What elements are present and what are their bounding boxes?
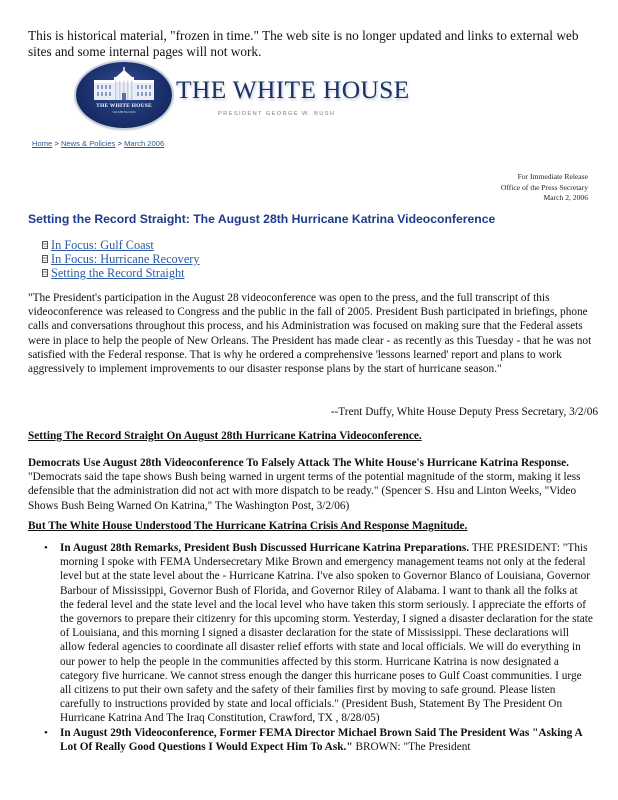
release-office: Office of the Press Secretary — [500, 182, 588, 192]
list-item-lead: In August 29th Videoconference, Former FEMA Director Michael Brown Said The President Was "Asking A Lot Of Really Good Questions I Would Expect Him To Ask." — [60, 726, 583, 753]
breadcrumb-news-policies[interactable]: News & Policies — [60, 139, 116, 148]
focus-link-hurricane-recovery[interactable] — [42, 252, 200, 266]
historical-notice: This is historical material, "frozen in time." The web site is no longer updated and links to external web sites and some internal pages will not work. — [28, 28, 579, 59]
list-item-body: THE PRESIDENT: "This morning I spoke with FEMA Undersecretary Mike Brown and emergency management teams not only at the federal level but at the state level about the - Hurricane Katrina. I've also spoken to Governor Blanco of Louisiana, Governor Barbour of Mississippi, Governor Bush of Florida, and Governor Riley of Alabama. I want to thank all the folks at the federal level and the state level and the local level who have taken this storm seriously. I appreciate the efforts of the governors to prepare their citizenry for this upcoming storm. Yesterday, I signed a disaster declaration for the state of Louisiana, and this morning I signed a disaster declaration for the state of Mississippi. These declarations will allow federal agencies to coordinate all disaster relief efforts with state and local officials. We will do everything in our power to help the people in the communities affected by this storm. Hurricane Katrina is now designated a category five hurricane. We cannot stress enough the danger this hurricane poses to Gulf Coast communities. I urge all citizens to put their own safety and the safety of their families first by moving to safe ground. Please listen carefully to instructions provided by state and local officials." (President Bush, Statement By The President On Hurricane Katrina And The Iraq Constitution, Crawford, TX , 8/28/05) — [60, 542, 593, 725]
press-quote: "The President's participation in the August 28 videoconference was open to the press, and the full transcript of this videoconference was released to Congress and the public in the fall of 2005. President Bush participated in briefings, phone calls and conversations throughout this process, and his Administration was focused on making sure that the Federal assets were in place to help the people of New Orleans. The President has made clear - as recently as this Tuesday - that he was not satisfied with the Federal response. That is why he ordered a comprehensive 'lessons learned' report and plans to work aggressively to implement improvements to our disaster response plans by the start of hurricane season." — [28, 292, 592, 376]
focus-link-gulf-coast[interactable] — [42, 238, 200, 252]
seal-subtext: WASHINGTON — [112, 110, 136, 114]
list-item-lead: In August 28th Remarks, President Bush Discussed Hurricane Katrina Preparations. — [60, 542, 470, 554]
breadcrumb-march-2006[interactable]: March 2006 — [124, 139, 165, 148]
list-item-body: BROWN: "The President — [352, 740, 471, 753]
focus-links — [42, 238, 200, 280]
breadcrumb-separator: > — [54, 139, 59, 148]
site-header[interactable] — [76, 62, 416, 130]
bullet-icon: • — [44, 542, 48, 554]
list-item — [28, 541, 593, 726]
document-icon — [42, 269, 48, 277]
release-info — [288, 172, 588, 204]
list-item — [28, 726, 593, 754]
paragraph-lead: Democrats Use August 28th Videoconference To Falsely Attack The White House's Hurricane Katrina Response. — [28, 457, 569, 469]
site-tagline: PRESIDENT GEORGE W. BUSH — [218, 111, 336, 117]
evidence-list — [28, 541, 593, 754]
section-heading-crisis-magnitude: But The White House Understood The Hurricane Katrina Crisis And Response Magnitude. — [28, 520, 468, 532]
white-house-seal-icon[interactable] — [76, 62, 172, 128]
focus-link-label[interactable]: In Focus: Hurricane Recovery — [51, 252, 200, 266]
democrats-paragraph — [28, 456, 593, 513]
focus-link-label[interactable]: In Focus: Gulf Coast — [51, 238, 154, 252]
quote-attribution: --Trent Duffy, White House Deputy Press Secretary, 3/2/06 — [330, 406, 598, 418]
white-house-building-icon — [76, 62, 172, 128]
breadcrumb — [32, 136, 164, 152]
document-icon — [42, 255, 48, 263]
release-date: March 2, 2006 — [543, 193, 588, 202]
focus-link-record-straight[interactable] — [42, 266, 200, 280]
release-label: For Immediate Release — [517, 172, 588, 181]
page-title: Setting the Record Straight: The August 28th Hurricane Katrina Videoconference — [28, 212, 496, 226]
document-icon — [42, 241, 48, 249]
section-heading-record-straight: Setting The Record Straight On August 28th Hurricane Katrina Videoconference. — [28, 430, 422, 442]
bullet-icon: • — [44, 726, 48, 739]
seal-text: THE WHITE HOUSE — [96, 103, 152, 109]
site-wordmark[interactable]: THE WHITE HOUSE — [176, 75, 410, 104]
breadcrumb-home[interactable]: Home — [32, 139, 53, 148]
paragraph-body: "Democrats said the tape shows Bush being warned in urgent terms of the potential magnitude of the storm, making it less defensible that the administration did not act with more dispatch to be ready." (Spencer S. Hsu and Linton Weeks, "Video Shows Bush Being Warned On Katrina," The Washington Post, 3/2/06) — [28, 471, 581, 512]
breadcrumb-separator: > — [117, 139, 122, 148]
focus-link-label[interactable]: Setting the Record Straight — [51, 266, 185, 280]
